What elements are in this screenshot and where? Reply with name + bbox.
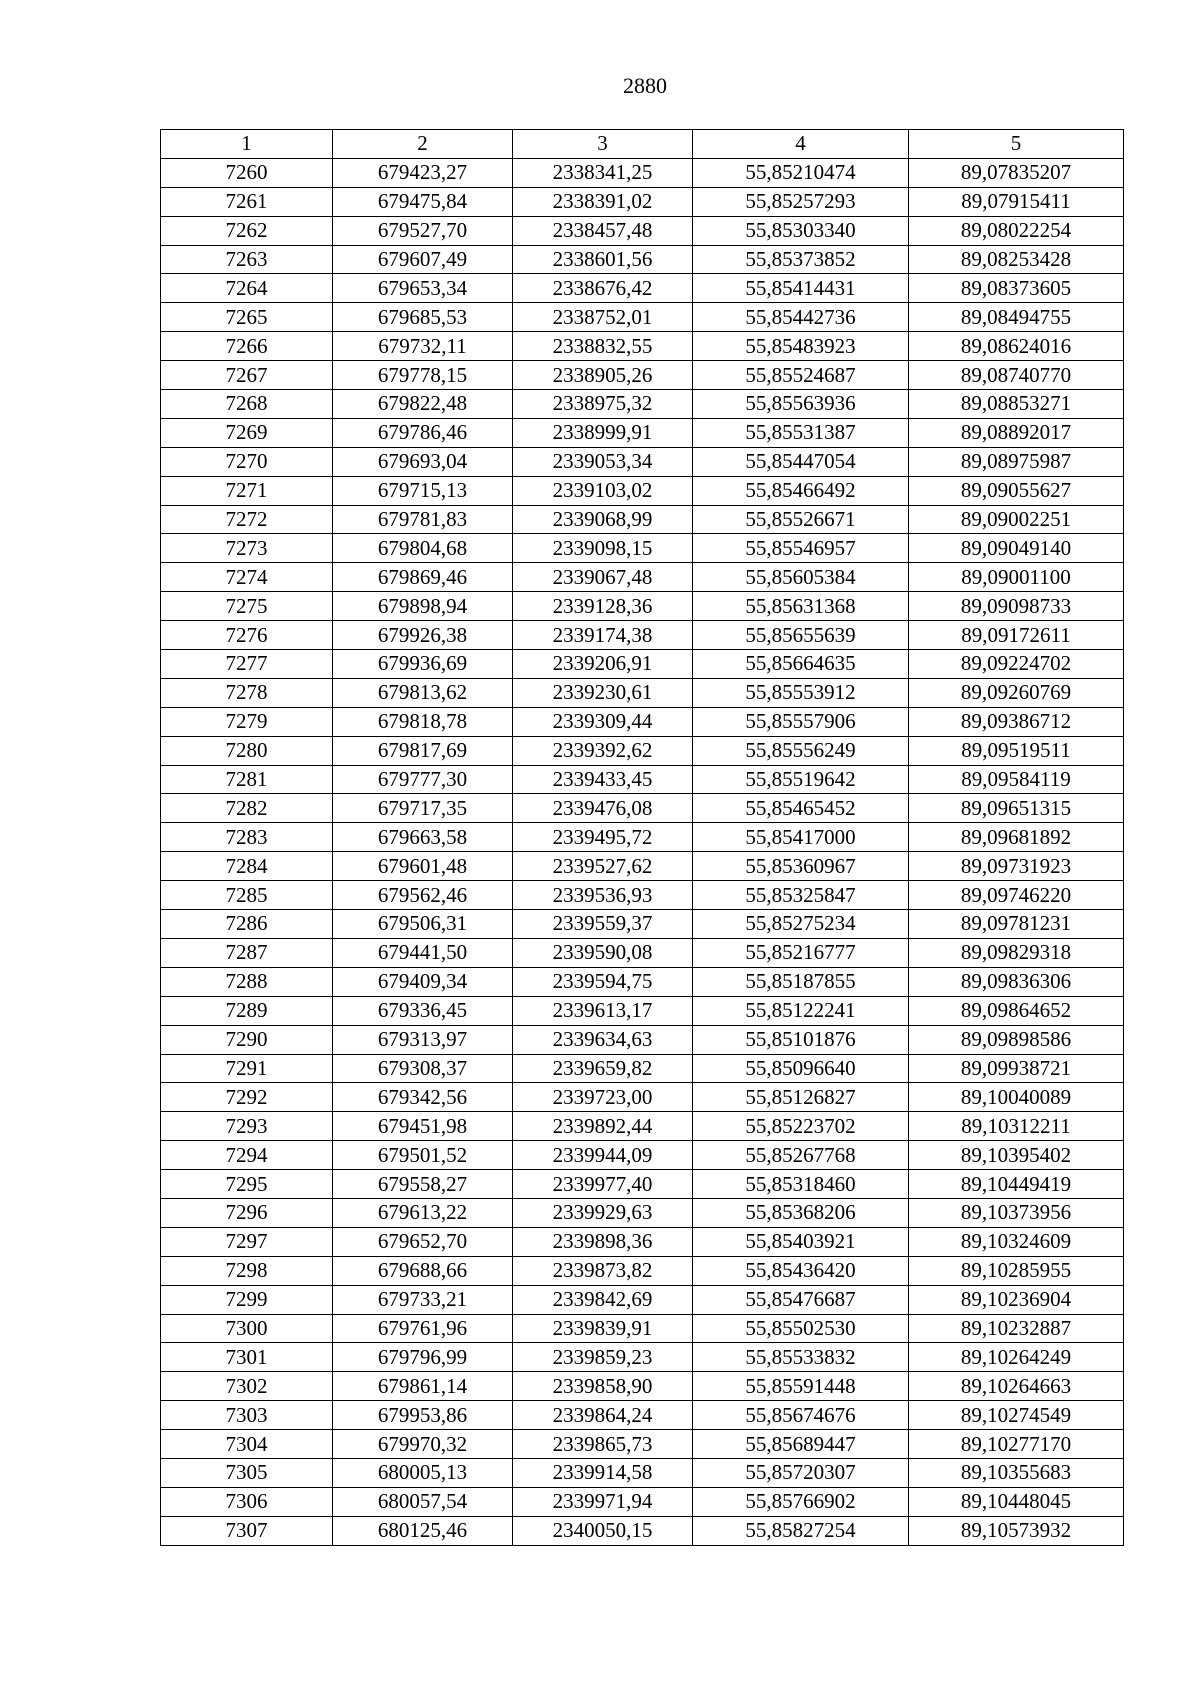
table-cell: 679970,32 bbox=[333, 1430, 513, 1459]
table-cell: 679475,84 bbox=[333, 187, 513, 216]
table-cell: 7296 bbox=[161, 1198, 333, 1227]
table-cell: 55,85631368 bbox=[693, 592, 909, 621]
table-cell: 89,09898586 bbox=[909, 1025, 1124, 1054]
table-cell: 679781,83 bbox=[333, 505, 513, 534]
column-header: 5 bbox=[909, 130, 1124, 159]
table-row bbox=[161, 967, 1124, 996]
table-cell: 55,85257293 bbox=[693, 187, 909, 216]
table-cell: 55,85476687 bbox=[693, 1285, 909, 1314]
table-cell: 7266 bbox=[161, 332, 333, 361]
table-cell: 2339590,08 bbox=[513, 938, 693, 967]
table-cell: 679441,50 bbox=[333, 938, 513, 967]
table-cell: 7304 bbox=[161, 1430, 333, 1459]
table-cell: 55,85414431 bbox=[693, 274, 909, 303]
table-cell: 2338676,42 bbox=[513, 274, 693, 303]
table-cell: 89,10232887 bbox=[909, 1314, 1124, 1343]
table-row bbox=[161, 1401, 1124, 1430]
table-cell: 7276 bbox=[161, 621, 333, 650]
table-cell: 679732,11 bbox=[333, 332, 513, 361]
table-cell: 2338975,32 bbox=[513, 390, 693, 419]
table-cell: 55,85303340 bbox=[693, 216, 909, 245]
table-cell: 7277 bbox=[161, 650, 333, 679]
table-cell: 89,08373605 bbox=[909, 274, 1124, 303]
table-cell: 7290 bbox=[161, 1025, 333, 1054]
table-row bbox=[161, 534, 1124, 563]
table-cell: 89,09864652 bbox=[909, 996, 1124, 1025]
table-cell: 2338905,26 bbox=[513, 361, 693, 390]
table-cell: 7262 bbox=[161, 216, 333, 245]
table-row bbox=[161, 910, 1124, 939]
table-cell: 679786,46 bbox=[333, 418, 513, 447]
table-cell: 7303 bbox=[161, 1401, 333, 1430]
table-row bbox=[161, 216, 1124, 245]
table-cell: 2339865,73 bbox=[513, 1430, 693, 1459]
table-cell: 89,10274549 bbox=[909, 1401, 1124, 1430]
table-cell: 55,85101876 bbox=[693, 1025, 909, 1054]
table-cell: 55,85122241 bbox=[693, 996, 909, 1025]
table-cell: 7264 bbox=[161, 274, 333, 303]
table-cell: 55,85674676 bbox=[693, 1401, 909, 1430]
table-cell: 89,09172611 bbox=[909, 621, 1124, 650]
table-cell: 2339613,17 bbox=[513, 996, 693, 1025]
table-cell: 679715,13 bbox=[333, 476, 513, 505]
table-cell: 55,85325847 bbox=[693, 881, 909, 910]
table-cell: 89,09055627 bbox=[909, 476, 1124, 505]
table-cell: 89,09731923 bbox=[909, 852, 1124, 881]
table-cell: 7283 bbox=[161, 823, 333, 852]
table-cell: 7300 bbox=[161, 1314, 333, 1343]
table-cell: 2339309,44 bbox=[513, 707, 693, 736]
table-cell: 7260 bbox=[161, 158, 333, 187]
table-row bbox=[161, 1458, 1124, 1487]
table-cell: 89,10373956 bbox=[909, 1198, 1124, 1227]
table-row bbox=[161, 996, 1124, 1025]
table-cell: 55,85466492 bbox=[693, 476, 909, 505]
table-cell: 55,85447054 bbox=[693, 447, 909, 476]
table-cell: 55,85403921 bbox=[693, 1227, 909, 1256]
table-cell: 679953,86 bbox=[333, 1401, 513, 1430]
table-cell: 679813,62 bbox=[333, 678, 513, 707]
table-cell: 7287 bbox=[161, 938, 333, 967]
table-cell: 2339098,15 bbox=[513, 534, 693, 563]
table-cell: 89,08494755 bbox=[909, 303, 1124, 332]
table-cell: 679685,53 bbox=[333, 303, 513, 332]
table-cell: 2339527,62 bbox=[513, 852, 693, 881]
table-cell: 55,85827254 bbox=[693, 1516, 909, 1545]
table-cell: 2339892,44 bbox=[513, 1112, 693, 1141]
table-cell: 89,07835207 bbox=[909, 158, 1124, 187]
table-cell: 7289 bbox=[161, 996, 333, 1025]
table-cell: 55,85360967 bbox=[693, 852, 909, 881]
table-cell: 89,10395402 bbox=[909, 1141, 1124, 1170]
table-row bbox=[161, 938, 1124, 967]
table-row bbox=[161, 274, 1124, 303]
table-cell: 7295 bbox=[161, 1170, 333, 1199]
table-cell: 55,85187855 bbox=[693, 967, 909, 996]
table-row bbox=[161, 1025, 1124, 1054]
table-cell: 89,09386712 bbox=[909, 707, 1124, 736]
table-cell: 89,10448045 bbox=[909, 1487, 1124, 1516]
table-cell: 2339067,48 bbox=[513, 563, 693, 592]
table-row bbox=[161, 476, 1124, 505]
table-cell: 2338391,02 bbox=[513, 187, 693, 216]
table-cell: 679869,46 bbox=[333, 563, 513, 592]
table-cell: 679527,70 bbox=[333, 216, 513, 245]
table-cell: 55,85605384 bbox=[693, 563, 909, 592]
table-cell: 679778,15 bbox=[333, 361, 513, 390]
table-cell: 89,10449419 bbox=[909, 1170, 1124, 1199]
table-cell: 55,85436420 bbox=[693, 1256, 909, 1285]
table-row bbox=[161, 1112, 1124, 1141]
table-row bbox=[161, 592, 1124, 621]
table-cell: 2339068,99 bbox=[513, 505, 693, 534]
table-row bbox=[161, 1054, 1124, 1083]
table-cell: 7275 bbox=[161, 592, 333, 621]
table-cell: 7261 bbox=[161, 187, 333, 216]
table-cell: 2339858,90 bbox=[513, 1372, 693, 1401]
table-cell: 679761,96 bbox=[333, 1314, 513, 1343]
table-row bbox=[161, 1198, 1124, 1227]
table-cell: 55,85531387 bbox=[693, 418, 909, 447]
table-row bbox=[161, 1372, 1124, 1401]
table-row bbox=[161, 794, 1124, 823]
table-cell: 679342,56 bbox=[333, 1083, 513, 1112]
table-cell: 7301 bbox=[161, 1343, 333, 1372]
table-row bbox=[161, 447, 1124, 476]
table-cell: 679506,31 bbox=[333, 910, 513, 939]
table-row bbox=[161, 736, 1124, 765]
table-cell: 2338832,55 bbox=[513, 332, 693, 361]
table-cell: 89,08022254 bbox=[909, 216, 1124, 245]
table-cell: 679313,97 bbox=[333, 1025, 513, 1054]
table-row bbox=[161, 1285, 1124, 1314]
table-cell: 2339659,82 bbox=[513, 1054, 693, 1083]
table-cell: 680125,46 bbox=[333, 1516, 513, 1545]
table-cell: 89,09584119 bbox=[909, 765, 1124, 794]
table-cell: 89,08892017 bbox=[909, 418, 1124, 447]
table-cell: 55,85368206 bbox=[693, 1198, 909, 1227]
table-row bbox=[161, 1083, 1124, 1112]
table-cell: 89,09681892 bbox=[909, 823, 1124, 852]
table-cell: 2339053,34 bbox=[513, 447, 693, 476]
table-cell: 7267 bbox=[161, 361, 333, 390]
table-row bbox=[161, 823, 1124, 852]
table-cell: 679936,69 bbox=[333, 650, 513, 679]
table-cell: 55,85526671 bbox=[693, 505, 909, 534]
table-cell: 89,09049140 bbox=[909, 534, 1124, 563]
table-cell: 2339495,72 bbox=[513, 823, 693, 852]
table-cell: 55,85519642 bbox=[693, 765, 909, 794]
table-row bbox=[161, 245, 1124, 274]
table-cell: 2339914,58 bbox=[513, 1458, 693, 1487]
table-cell: 7299 bbox=[161, 1285, 333, 1314]
table-cell: 679861,14 bbox=[333, 1372, 513, 1401]
table-cell: 2338341,25 bbox=[513, 158, 693, 187]
table-cell: 7286 bbox=[161, 910, 333, 939]
table-cell: 679804,68 bbox=[333, 534, 513, 563]
table-cell: 55,85223702 bbox=[693, 1112, 909, 1141]
table-cell: 55,85546957 bbox=[693, 534, 909, 563]
table-cell: 679817,69 bbox=[333, 736, 513, 765]
table-header-row bbox=[161, 130, 1124, 159]
table-cell: 7274 bbox=[161, 563, 333, 592]
table-cell: 55,85563936 bbox=[693, 390, 909, 419]
table-cell: 7291 bbox=[161, 1054, 333, 1083]
table-cell: 2339944,09 bbox=[513, 1141, 693, 1170]
coordinates-table bbox=[160, 129, 1124, 1546]
table-body bbox=[161, 158, 1124, 1545]
table-row bbox=[161, 505, 1124, 534]
table-cell: 2339392,62 bbox=[513, 736, 693, 765]
table-row bbox=[161, 1516, 1124, 1545]
table-cell: 2339859,23 bbox=[513, 1343, 693, 1372]
table-cell: 2338457,48 bbox=[513, 216, 693, 245]
table-cell: 2339873,82 bbox=[513, 1256, 693, 1285]
table-cell: 2339559,37 bbox=[513, 910, 693, 939]
table-cell: 55,85275234 bbox=[693, 910, 909, 939]
table-cell: 55,85553912 bbox=[693, 678, 909, 707]
table-row bbox=[161, 1227, 1124, 1256]
table-cell: 89,08253428 bbox=[909, 245, 1124, 274]
table-row bbox=[161, 187, 1124, 216]
table-cell: 2339128,36 bbox=[513, 592, 693, 621]
table-cell: 7265 bbox=[161, 303, 333, 332]
table-cell: 679423,27 bbox=[333, 158, 513, 187]
table-cell: 679717,35 bbox=[333, 794, 513, 823]
table-cell: 89,08975987 bbox=[909, 447, 1124, 476]
table-cell: 89,09938721 bbox=[909, 1054, 1124, 1083]
table-cell: 55,85689447 bbox=[693, 1430, 909, 1459]
table-cell: 89,09224702 bbox=[909, 650, 1124, 679]
table-cell: 89,09651315 bbox=[909, 794, 1124, 823]
table-cell: 55,85655639 bbox=[693, 621, 909, 650]
table-cell: 2339230,61 bbox=[513, 678, 693, 707]
table-cell: 7280 bbox=[161, 736, 333, 765]
table-row bbox=[161, 707, 1124, 736]
table-cell: 55,85216777 bbox=[693, 938, 909, 967]
table-cell: 2339476,08 bbox=[513, 794, 693, 823]
table-cell: 7305 bbox=[161, 1458, 333, 1487]
table-cell: 679777,30 bbox=[333, 765, 513, 794]
table-cell: 679818,78 bbox=[333, 707, 513, 736]
table-row bbox=[161, 650, 1124, 679]
table-cell: 679562,46 bbox=[333, 881, 513, 910]
table-cell: 2338601,56 bbox=[513, 245, 693, 274]
table-cell: 89,10264663 bbox=[909, 1372, 1124, 1401]
table-cell: 89,08740770 bbox=[909, 361, 1124, 390]
table-cell: 2339103,02 bbox=[513, 476, 693, 505]
table-cell: 679822,48 bbox=[333, 390, 513, 419]
table-cell: 7307 bbox=[161, 1516, 333, 1545]
table-cell: 55,85533832 bbox=[693, 1343, 909, 1372]
table-cell: 89,09002251 bbox=[909, 505, 1124, 534]
table-cell: 679652,70 bbox=[333, 1227, 513, 1256]
table-cell: 89,10040089 bbox=[909, 1083, 1124, 1112]
table-cell: 7272 bbox=[161, 505, 333, 534]
table-cell: 55,85556249 bbox=[693, 736, 909, 765]
table-cell: 55,85096640 bbox=[693, 1054, 909, 1083]
table-row bbox=[161, 621, 1124, 650]
table-cell: 55,85557906 bbox=[693, 707, 909, 736]
table-cell: 89,10277170 bbox=[909, 1430, 1124, 1459]
table-cell: 2338999,91 bbox=[513, 418, 693, 447]
table-cell: 2339206,91 bbox=[513, 650, 693, 679]
table-cell: 7288 bbox=[161, 967, 333, 996]
table-cell: 2339634,63 bbox=[513, 1025, 693, 1054]
table-cell: 7285 bbox=[161, 881, 333, 910]
table-cell: 2339842,69 bbox=[513, 1285, 693, 1314]
table-row bbox=[161, 765, 1124, 794]
table-row bbox=[161, 1487, 1124, 1516]
table-cell: 55,85417000 bbox=[693, 823, 909, 852]
column-header: 2 bbox=[333, 130, 513, 159]
table-cell: 89,10355683 bbox=[909, 1458, 1124, 1487]
table-cell: 679733,21 bbox=[333, 1285, 513, 1314]
table-cell: 55,85126827 bbox=[693, 1083, 909, 1112]
table-cell: 55,85318460 bbox=[693, 1170, 909, 1199]
table-cell: 89,09519511 bbox=[909, 736, 1124, 765]
table-cell: 55,85442736 bbox=[693, 303, 909, 332]
table-cell: 89,08624016 bbox=[909, 332, 1124, 361]
table-row bbox=[161, 1430, 1124, 1459]
table-cell: 679898,94 bbox=[333, 592, 513, 621]
table-cell: 680057,54 bbox=[333, 1487, 513, 1516]
table-row bbox=[161, 390, 1124, 419]
table-cell: 2339536,93 bbox=[513, 881, 693, 910]
table-cell: 7270 bbox=[161, 447, 333, 476]
table-row bbox=[161, 1343, 1124, 1372]
table-cell: 55,85591448 bbox=[693, 1372, 909, 1401]
table-cell: 89,10285955 bbox=[909, 1256, 1124, 1285]
table-cell: 55,85664635 bbox=[693, 650, 909, 679]
table-cell: 679601,48 bbox=[333, 852, 513, 881]
table-cell: 679653,34 bbox=[333, 274, 513, 303]
table-cell: 679501,52 bbox=[333, 1141, 513, 1170]
table-row bbox=[161, 1141, 1124, 1170]
table-row bbox=[161, 852, 1124, 881]
table-cell: 7268 bbox=[161, 390, 333, 419]
table-cell: 2339433,45 bbox=[513, 765, 693, 794]
table-cell: 2339839,91 bbox=[513, 1314, 693, 1343]
table-cell: 679613,22 bbox=[333, 1198, 513, 1227]
table-cell: 2339898,36 bbox=[513, 1227, 693, 1256]
table-cell: 2338752,01 bbox=[513, 303, 693, 332]
table-cell: 2339929,63 bbox=[513, 1198, 693, 1227]
table-cell: 7302 bbox=[161, 1372, 333, 1401]
table-row bbox=[161, 303, 1124, 332]
table-cell: 55,85766902 bbox=[693, 1487, 909, 1516]
table-row bbox=[161, 418, 1124, 447]
table-cell: 679926,38 bbox=[333, 621, 513, 650]
table-cell: 679558,27 bbox=[333, 1170, 513, 1199]
table-cell: 7271 bbox=[161, 476, 333, 505]
table-cell: 2340050,15 bbox=[513, 1516, 693, 1545]
table-cell: 89,09746220 bbox=[909, 881, 1124, 910]
table-cell: 89,09001100 bbox=[909, 563, 1124, 592]
table-cell: 7298 bbox=[161, 1256, 333, 1285]
table-cell: 679693,04 bbox=[333, 447, 513, 476]
column-header: 1 bbox=[161, 130, 333, 159]
table-cell: 7281 bbox=[161, 765, 333, 794]
table-row bbox=[161, 1170, 1124, 1199]
table-cell: 679451,98 bbox=[333, 1112, 513, 1141]
column-header: 4 bbox=[693, 130, 909, 159]
table-cell: 89,09781231 bbox=[909, 910, 1124, 939]
table-cell: 680005,13 bbox=[333, 1458, 513, 1487]
table-cell: 89,09836306 bbox=[909, 967, 1124, 996]
table-cell: 679336,45 bbox=[333, 996, 513, 1025]
table-row bbox=[161, 1256, 1124, 1285]
page-number: 2880 bbox=[623, 73, 667, 98]
table-cell: 55,85465452 bbox=[693, 794, 909, 823]
table-cell: 89,10264249 bbox=[909, 1343, 1124, 1372]
table-cell: 2339971,94 bbox=[513, 1487, 693, 1516]
table-cell: 7269 bbox=[161, 418, 333, 447]
column-header: 3 bbox=[513, 130, 693, 159]
table-cell: 7279 bbox=[161, 707, 333, 736]
table-cell: 679663,58 bbox=[333, 823, 513, 852]
table-row bbox=[161, 881, 1124, 910]
table-cell: 89,10324609 bbox=[909, 1227, 1124, 1256]
table-cell: 2339174,38 bbox=[513, 621, 693, 650]
table-cell: 7263 bbox=[161, 245, 333, 274]
table-cell: 7282 bbox=[161, 794, 333, 823]
table-cell: 7273 bbox=[161, 534, 333, 563]
table-row bbox=[161, 678, 1124, 707]
table-cell: 2339723,00 bbox=[513, 1083, 693, 1112]
table-cell: 55,85483923 bbox=[693, 332, 909, 361]
table-cell: 7297 bbox=[161, 1227, 333, 1256]
table-cell: 679688,66 bbox=[333, 1256, 513, 1285]
table-cell: 679409,34 bbox=[333, 967, 513, 996]
table-cell: 7284 bbox=[161, 852, 333, 881]
table-cell: 55,85373852 bbox=[693, 245, 909, 274]
table-row bbox=[161, 158, 1124, 187]
table-cell: 55,85502530 bbox=[693, 1314, 909, 1343]
table-cell: 679607,49 bbox=[333, 245, 513, 274]
table-cell: 89,08853271 bbox=[909, 390, 1124, 419]
table-cell: 7306 bbox=[161, 1487, 333, 1516]
table-cell: 55,85524687 bbox=[693, 361, 909, 390]
table-cell: 7293 bbox=[161, 1112, 333, 1141]
table-cell: 2339594,75 bbox=[513, 967, 693, 996]
table-row bbox=[161, 332, 1124, 361]
table-cell: 55,85720307 bbox=[693, 1458, 909, 1487]
table-cell: 89,10236904 bbox=[909, 1285, 1124, 1314]
table-cell: 7292 bbox=[161, 1083, 333, 1112]
table-cell: 89,09829318 bbox=[909, 938, 1124, 967]
table-cell: 679308,37 bbox=[333, 1054, 513, 1083]
table-cell: 89,10312211 bbox=[909, 1112, 1124, 1141]
table-row bbox=[161, 1314, 1124, 1343]
table-cell: 55,85267768 bbox=[693, 1141, 909, 1170]
table-cell: 7294 bbox=[161, 1141, 333, 1170]
table-cell: 55,85210474 bbox=[693, 158, 909, 187]
table-cell: 89,09098733 bbox=[909, 592, 1124, 621]
table-cell: 2339864,24 bbox=[513, 1401, 693, 1430]
table-row bbox=[161, 563, 1124, 592]
table-cell: 7278 bbox=[161, 678, 333, 707]
table-cell: 679796,99 bbox=[333, 1343, 513, 1372]
table-cell: 2339977,40 bbox=[513, 1170, 693, 1199]
table-row bbox=[161, 361, 1124, 390]
table-cell: 89,09260769 bbox=[909, 678, 1124, 707]
table-cell: 89,07915411 bbox=[909, 187, 1124, 216]
table-cell: 89,10573932 bbox=[909, 1516, 1124, 1545]
